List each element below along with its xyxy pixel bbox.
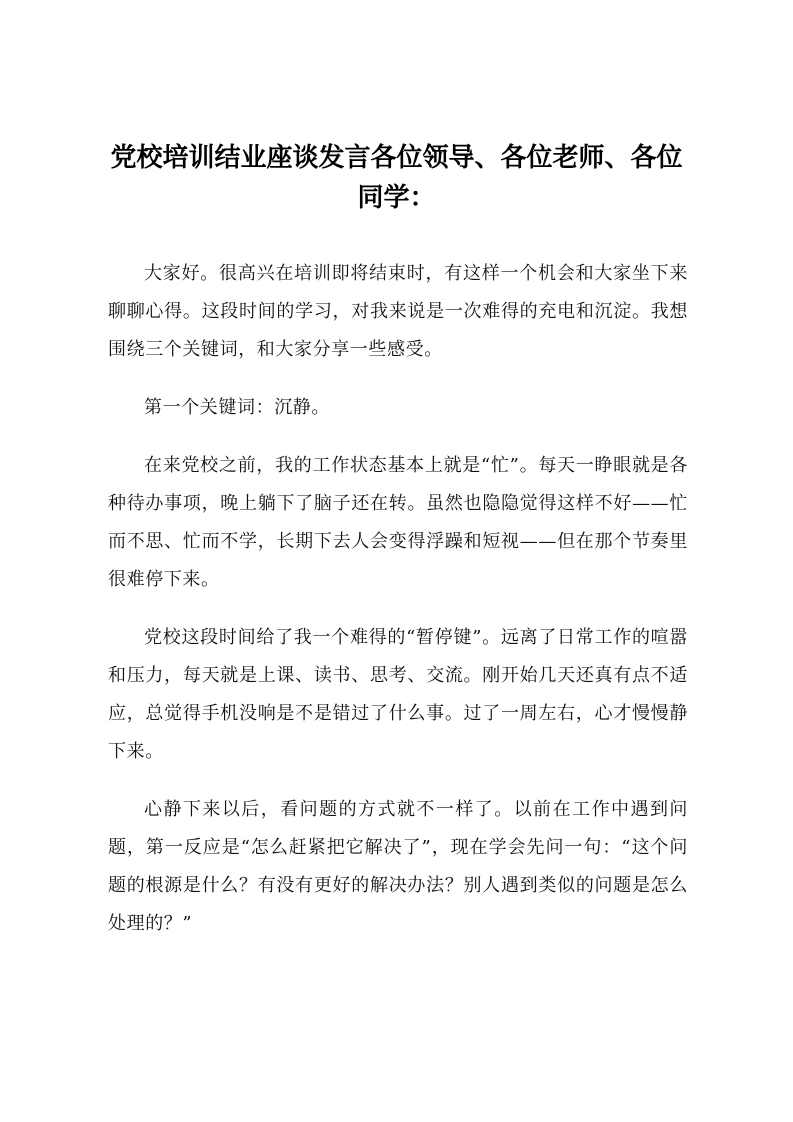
document-body (108, 255, 688, 963)
paragraph-greeting: 大家好。很高兴在培训即将结束时，有这样一个机会和大家坐下来聊聊心得。这段时间的学习，对我来说是一次难得的充电和沉淀。我想围绕三个关键词，和大家分享一些感受。 (108, 263, 688, 360)
paragraph-pause-key: 党校这段时间给了我一个难得的“暂停键”。远离了日常工作的喧嚣和压力，每天就是上课、读书、思考、交流。刚开始几天还真有点不适应，总觉得手机没响是不是错过了什么事。过了一周左右，心才慢慢静下来。 (108, 627, 688, 762)
paragraph-keyword-one: 第一个关键词：沉静。 (144, 397, 330, 418)
paragraph-before-school: 在来党校之前，我的工作状态基本上就是“忙”。每天一睁眼就是各种待办事项，晚上躺下了脑子还在转。虽然也隐隐觉得这样不好——忙而不思、忙而不学，长期下去人会变得浮躁和短视——但在那个节奏里很难停下来。 (108, 455, 688, 590)
document-title: 党校培训结业座谈发言各位领导、各位老师、各位同学： (110, 143, 683, 213)
paragraph-calm-mind: 心静下来以后，看问题的方式就不一样了。以前在工作中遇到问题，第一反应是“怎么赶紧把它解决了”，现在学会先问一句：“这个问题的根源是什么？有没有更好的解决办法？别人遇到类似的问题是怎么处理的？” (108, 799, 688, 934)
